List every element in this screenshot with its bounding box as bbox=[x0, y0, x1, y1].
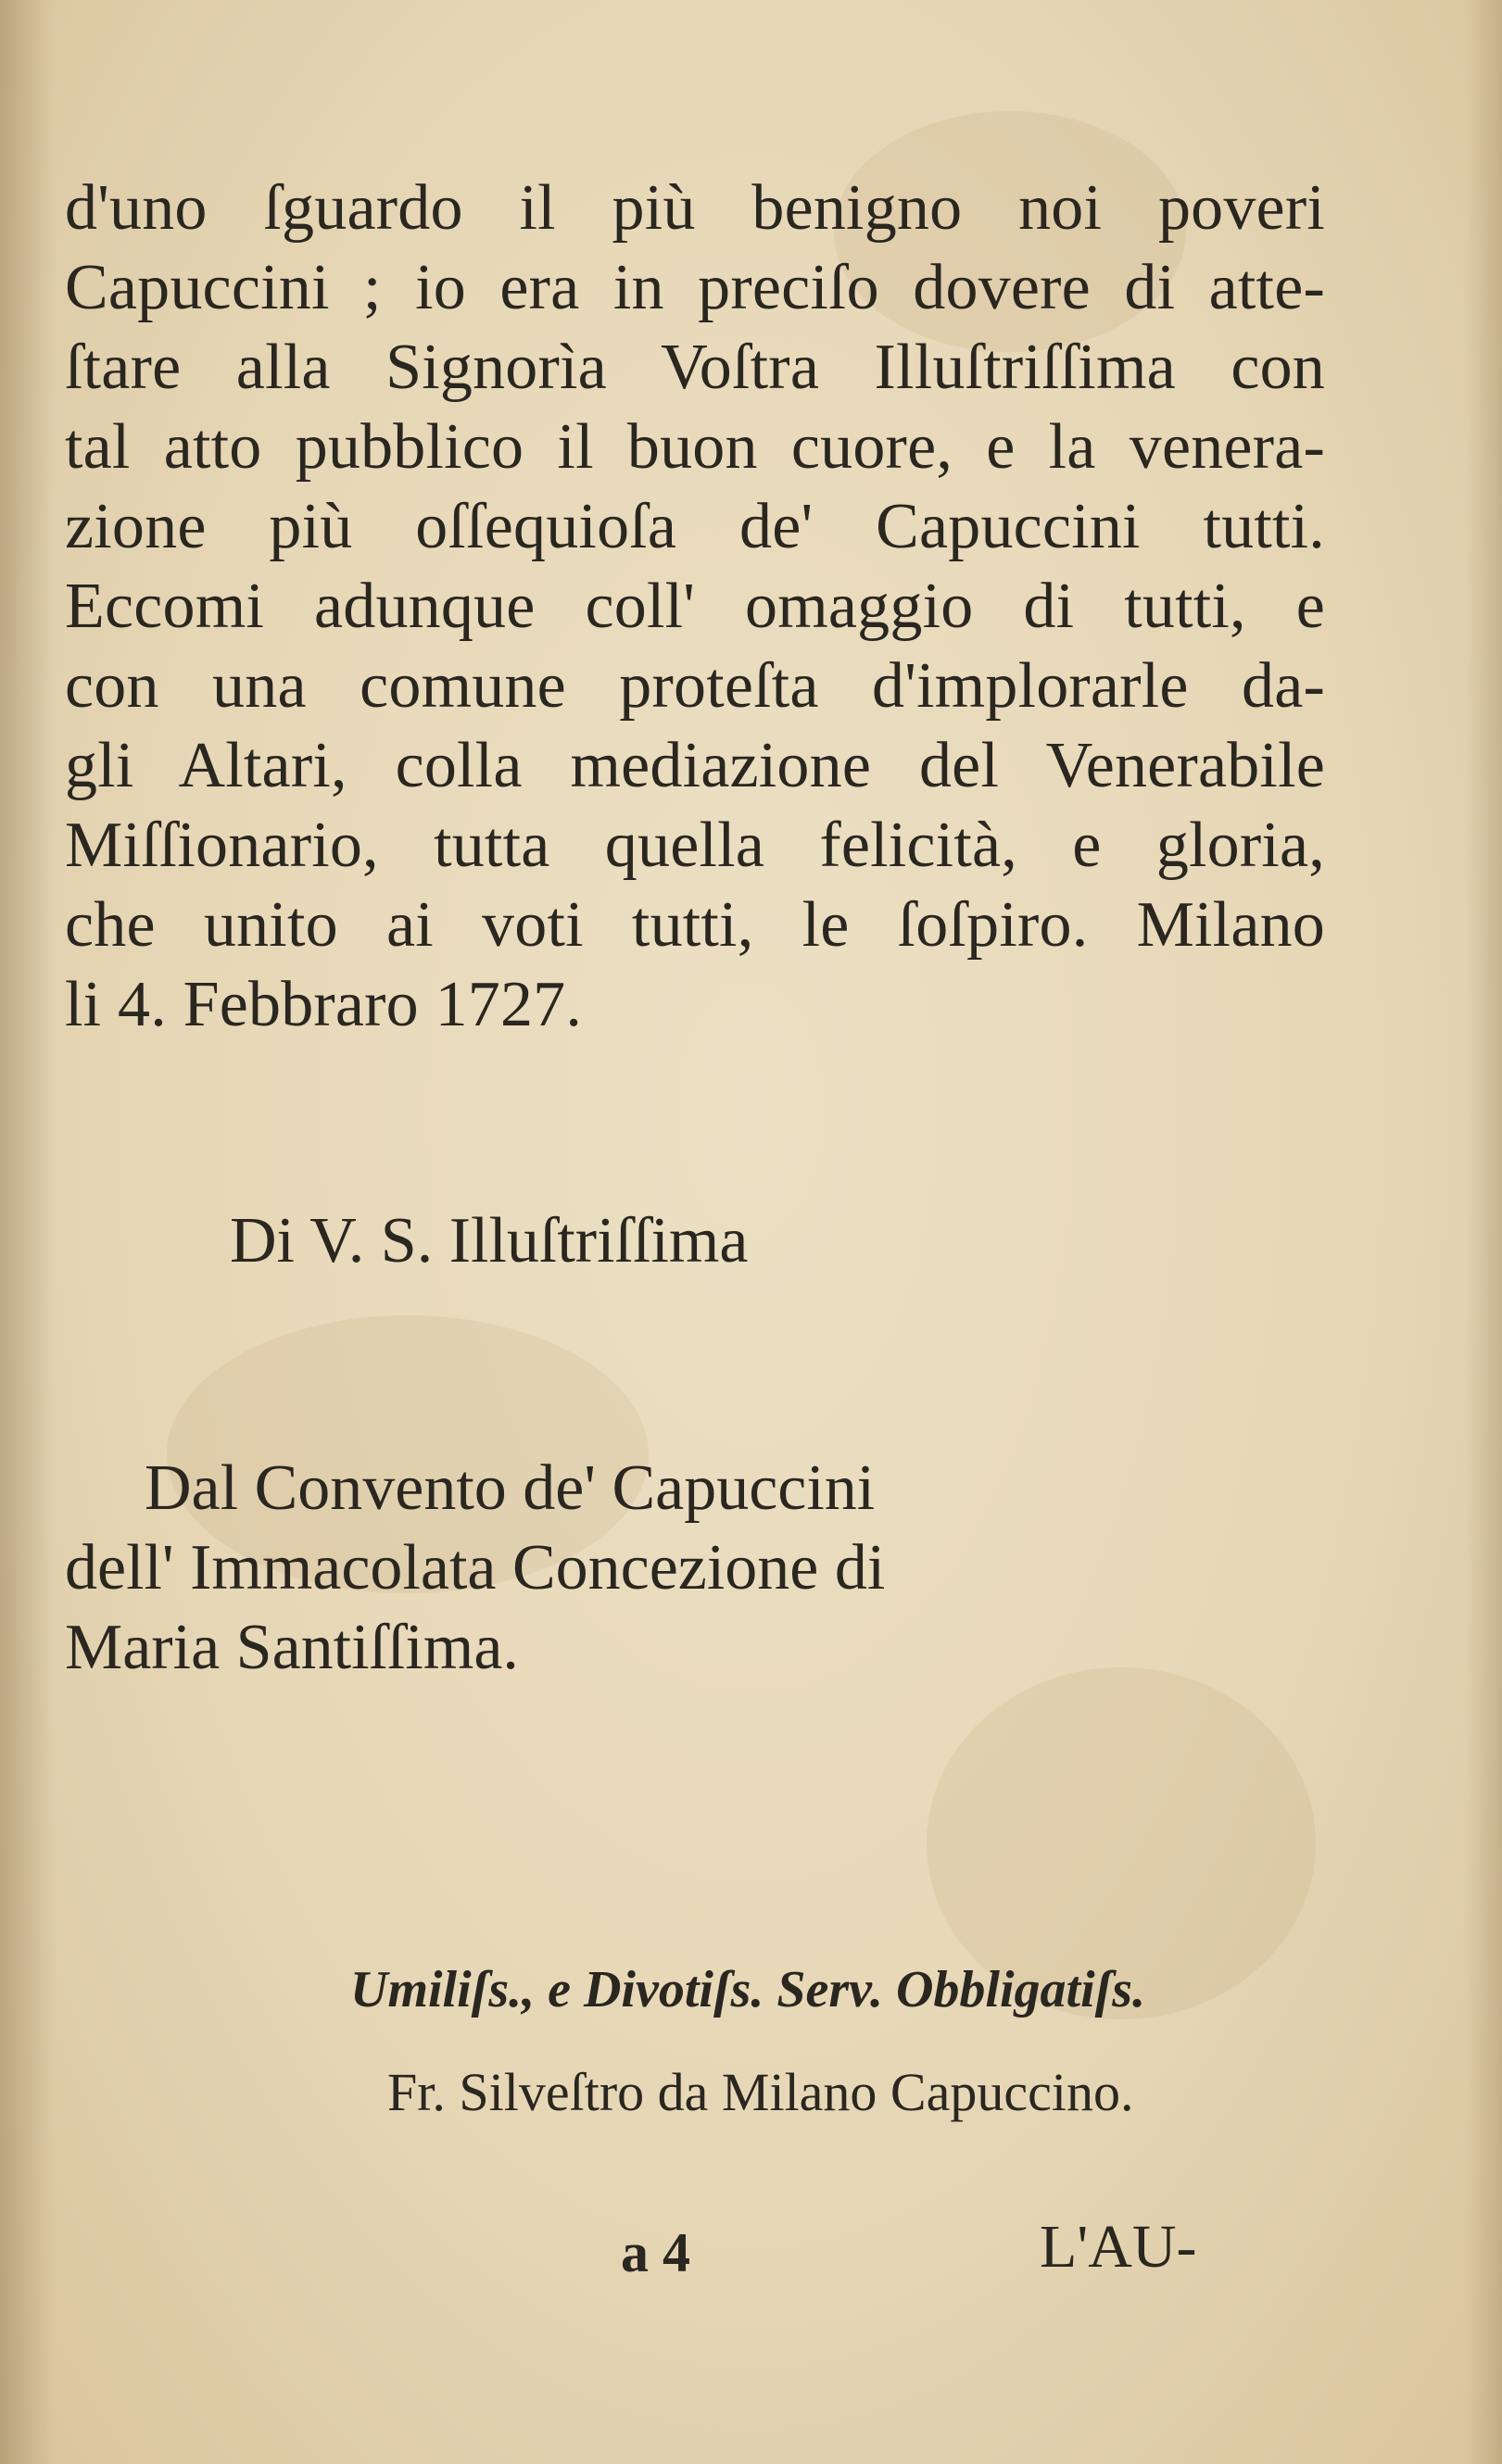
body-line: gli Altari, colla mediazione del Venerabile bbox=[65, 730, 1325, 801]
body-line: con una comune proteſta d'implorarle da- bbox=[65, 650, 1325, 722]
body-line: tal atto pubblico il buon cuore, e la venera- bbox=[65, 411, 1325, 483]
signature-mark: a 4 bbox=[621, 2222, 690, 2283]
salutation: Di V. S. Illuſtriſſima bbox=[230, 1205, 749, 1276]
date-line: li 4. Febbraro 1727. bbox=[65, 969, 583, 1040]
body-line: che unito ai voti tutti, le ſoſpiro. Milano bbox=[65, 889, 1325, 961]
place-line: Dal Convento de' Capuccini bbox=[145, 1452, 876, 1524]
catchword: L'AU- bbox=[1040, 2213, 1197, 2281]
letter-body bbox=[65, 172, 1325, 1052]
body-line: Miſſionario, tutta quella felicità, e gloria, bbox=[65, 810, 1325, 881]
page-edge-shadow bbox=[1465, 0, 1502, 2464]
page-gutter-shadow bbox=[0, 0, 56, 2464]
closing-formula: Umiliſs., e Divotiſs. Serv. Obbligatiſs. bbox=[350, 1961, 1146, 2018]
body-line: Eccomi adunque coll' omaggio di tutti, e bbox=[65, 571, 1325, 642]
body-line: Capuccini ; io era in preciſo dovere di atte- bbox=[65, 252, 1325, 323]
place-line: Maria Santiſſima. bbox=[65, 1612, 519, 1683]
signature: Fr. Silveſtro da Milano Capuccino. bbox=[387, 2062, 1134, 2122]
place-of-writing bbox=[65, 1452, 991, 1695]
body-line: zione più oſſequioſa de' Capuccini tutti. bbox=[65, 491, 1325, 562]
body-line: ſtare alla Signorìa Voſtra Illuſtriſſima con bbox=[65, 332, 1325, 403]
body-line: d'uno ſguardo il più benigno noi poveri bbox=[65, 172, 1325, 244]
place-line: dell' Immacolata Concezione di bbox=[65, 1532, 886, 1603]
